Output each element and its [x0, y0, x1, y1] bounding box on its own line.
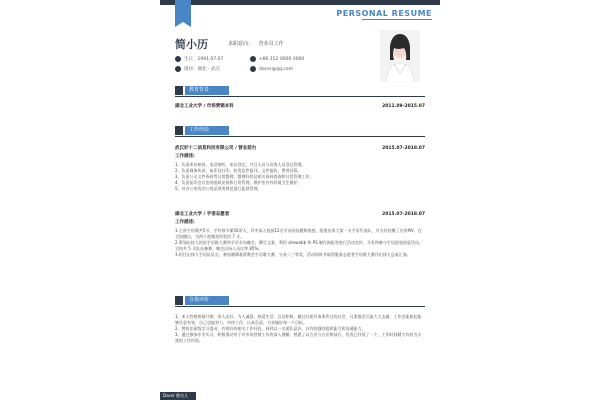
footer-label: Docer 稻壳儿 — [163, 393, 189, 398]
list-item: 2、曾担任班级学习委员，有很好的相关工作经验，同样以一名团队意识，具有较强的组织能力和沟通能力。 — [175, 326, 366, 331]
email-text: docer@qq.com — [259, 66, 293, 72]
section-work — [175, 126, 425, 137]
education-school: 湖北工业大学 / 市场营销本科 — [175, 104, 234, 109]
job2-desc-list — [175, 228, 425, 258]
intent-label: 求职意向： — [228, 41, 254, 47]
job1-dates: 2015.07-2018.07 — [382, 146, 425, 151]
intent-value: 营业员工作 — [258, 41, 284, 47]
list-item: 1、本人性格热情开朗、待人友好、为人诚恳、热爱生活、自信积极、做过社团外务事件过的社会、凡事都会尽最大力去做，工作也能如此能够注意有效，自己也能努力，对待工作，认真负责，为求做好每一个目标。 — [175, 314, 422, 325]
list-item: 5、对办公室的办公用品领用规范进行监督管理。 — [175, 186, 262, 191]
location-info — [175, 66, 220, 72]
section-icon-box — [175, 86, 183, 95]
section-icon-box — [175, 296, 183, 305]
email-icon — [250, 66, 256, 72]
phone-info — [250, 56, 304, 62]
section-title: 自我评价 — [185, 296, 229, 305]
birth-info — [175, 56, 223, 62]
education-dates: 2011.09-2015.07 — [382, 104, 425, 109]
section-title: 工作经验 — [185, 126, 229, 135]
calendar-icon — [175, 56, 181, 62]
job1-org: 武汉好十二信息科技有限公司 / 营业前台 — [175, 146, 257, 151]
email-info — [250, 66, 293, 72]
footer-badge — [160, 392, 196, 400]
location-text: 现居：湖北 · 武汉 — [184, 67, 220, 72]
section-self — [175, 296, 425, 307]
birth-text: 生日：1991.07.07 — [184, 57, 224, 62]
list-item: 1、负责来访接待、电话接听、来访登记、并且人员与访客人员登记管理。 — [175, 162, 306, 167]
job-intent — [228, 40, 284, 47]
list-item: 4、负责复印会议室的组织安排和日常管理，维护室内外环境卫生维护。 — [175, 180, 302, 185]
list-item: 1.主讲手语课共5节，平均每节课50余人，其中深入校园12名学员的问题和困惑，组建出体大第一支手语代表队，并为其拍摄了宣传MV，在全校播出，为两个视频获得奖项 7 支。 — [175, 228, 422, 239]
brand-title: PERSONAL RESUME — [336, 9, 432, 18]
avatar — [380, 30, 420, 82]
section-education — [175, 86, 425, 97]
job2-dates: 2015.07-2018.07 — [382, 212, 425, 217]
list-item: 3.担任出体大手语队队长，参加湘潭基督教会手语歌大赛，分获二三等奖，活动同时并取得服务志愿者手语歌大赛作出体大总复汇演。 — [175, 252, 411, 257]
candidate-name: 简小历 — [175, 38, 208, 51]
list-item: 3、负责公司文件资料等日常整理，整理归档及相关资料查询和日常管理工作。 — [175, 174, 314, 179]
phone-text: +86 152 0000 0000 — [259, 56, 305, 62]
self-eval-list — [175, 314, 425, 344]
profile-photo — [380, 30, 420, 82]
list-item: 3、通过参加专业实习，积极推动对于对市场营销工作的深入理解，熟悉了以方法与方法和技巧、发表已经领了一个，工作时间精力有较为丰富的工作经验。 — [175, 332, 422, 343]
job1-desc-label: 工作描述: — [175, 154, 195, 159]
list-item: 2、负责商务传真、复印及打印、收发信件报刊、文件报收、费用结算。 — [175, 168, 302, 173]
list-item: 2.策划出体大的国手语推大赛和手语专场晚会，撰写文案，利用 sitewebb 和 PS 制作海报等进行活动宣传，开发和参与手语进展创意活动，全校共 5 支队伍参赛，晚会出场人员比率 85%。 — [175, 240, 423, 251]
brand-underline — [362, 19, 432, 20]
location-pin-icon — [175, 66, 181, 72]
job2-org: 湖北工业大学 / 手语志愿者 — [175, 212, 230, 217]
section-title: 教育背景 — [185, 86, 229, 95]
job1-desc-list — [175, 162, 425, 192]
job2-desc-label: 工作描述: — [175, 220, 195, 225]
phone-icon — [250, 56, 256, 62]
resume-page — [160, 0, 440, 400]
section-icon-box — [175, 126, 183, 135]
top-bar — [160, 0, 440, 5]
bookmark-ribbon — [175, 0, 191, 22]
